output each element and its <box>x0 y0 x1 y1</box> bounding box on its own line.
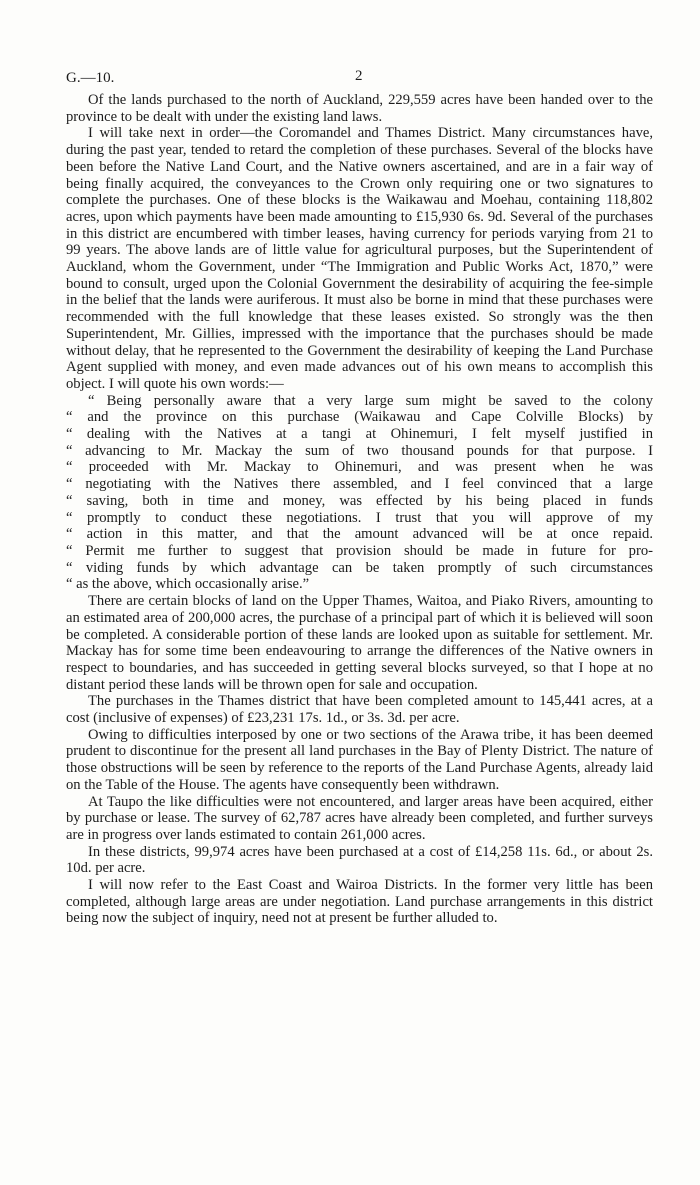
quote-line: “ Permit me further to suggest that provision should be made in future for pro- <box>66 542 653 559</box>
quote-line: “ action in this matter, and that the amount advanced will be at once repaid. <box>66 526 653 543</box>
body-text <box>66 92 653 927</box>
paragraph: There are certain blocks of land on the Upper Thames, Waitoa, and Piako Rivers, amounting to an estimated area of 200,000 acres, the purchase of a principal part of which it is believed will soon be completed. A considerable portion of these lands are looked upon as suitable for settlement. Mr. Mackay has for some time been endeavouring to arrange the differences of the Native owners in respect to boundaries, and has succeeded in getting several blocks surveyed, so that I hope at no distant period these lands will be thrown open for sale and occupation. <box>66 593 653 693</box>
paragraph: The purchases in the Thames district that have been completed amount to 145,441 acres, at a cost (inclusive of expenses) of £23,231 17s. 1d., or 3s. 3d. per acre. <box>66 693 653 727</box>
quote-line: “ viding funds by which advantage can be taken promptly of such circumstances <box>66 559 653 576</box>
quoted-letter <box>66 393 653 593</box>
quote-line: “ promptly to conduct these negotiations. I trust that you will approve of my <box>66 509 653 526</box>
paragraph: At Taupo the like difficulties were not encountered, and larger areas have been acquired, either by purchase or lease. The survey of 62,787 acres have already been completed, and further surveys are in progress over lands estimated to contain 261,000 acres. <box>66 793 653 843</box>
quote-line: “ negotiating with the Natives there assembled, and I feel convinced that a large <box>66 476 653 493</box>
quote-line: “ proceeded with Mr. Mackay to Ohinemuri, and was present when he was <box>66 459 653 476</box>
paragraph: Owing to difficulties interposed by one or two sections of the Arawa tribe, it has been deemed prudent to discontinue for the present all land purchases in the Bay of Plenty District. The nature of those obstructions will be seen by reference to the reports of the Land Purchase Agents, already laid on the Table of the House. The agents have consequently been withdrawn. <box>66 726 653 793</box>
paragraph: I will take next in order—the Coromandel and Thames District. Many circumstances have, during the past year, tended to retard the completion of these purchases. Several of the blocks have been before the Native Land Court, and the Native owners ascertained, and are in a fair way of being finally acquired, the conveyances to the Crown only requiring one or two signatures to complete the purchases. One of these blocks is the Waikawau and Moehau, containing 118,802 acres, upon which payments have been made amounting to £15,930 6s. 9d. Several of the purchases in this district are encumbered with timber leases, having currency for periods varying from 21 to 99 years. The above lands are of little value for agricultural purposes, but the Superintendent of Auckland, whom the Government, under “The Immigration and Public Works Act, 1870,” were bound to consult, urged upon the Colonial Government the desirability of acquiring the fee-simple in the belief that the lands were auriferous. It must also be borne in mind that these purchases were recommended with the full knowledge that these leases existed. So strongly was the then Superintendent, Mr. Gillies, impressed with the importance that the purchases should be made without delay, that he represented to the Government the desirability of keeping the Land Purchase Agent supplied with money, and even made advances out of his own means to accomplish this object. I will quote his own words:— <box>66 125 653 392</box>
paragraph: I will now refer to the East Coast and Wairoa Districts. In the former very little has been completed, although large areas are under negotiation. Land purchase arrangements in this district being now the subject of inquiry, need not at present be further alluded to. <box>66 877 653 927</box>
quote-line: “ as the above, which occasionally arise.” <box>66 576 310 593</box>
paragraph: In these districts, 99,974 acres have been purchased at a cost of £14,258 11s. 6d., or about 2s. 10d. per acre. <box>66 843 653 877</box>
quote-line: “ saving, both in time and money, was effected by his being placed in funds <box>66 492 653 509</box>
document-reference: G.—10. <box>66 70 115 86</box>
paragraph: Of the lands purchased to the north of Auckland, 229,559 acres have been handed over to the province to be dealt with under the existing land laws. <box>66 92 653 125</box>
quote-line: “ Being personally aware that a very large sum might be saved to the colony <box>88 392 653 409</box>
quote-line: “ and the province on this purchase (Waikawau and Cape Colville Blocks) by <box>66 409 653 426</box>
quote-line: “ advancing to Mr. Mackay the sum of two thousand pounds for that purpose. I <box>66 442 653 459</box>
quote-line: “ dealing with the Natives at a tangi at Ohinemuri, I felt myself justified in <box>66 426 653 443</box>
page-number: 2 <box>355 68 363 84</box>
